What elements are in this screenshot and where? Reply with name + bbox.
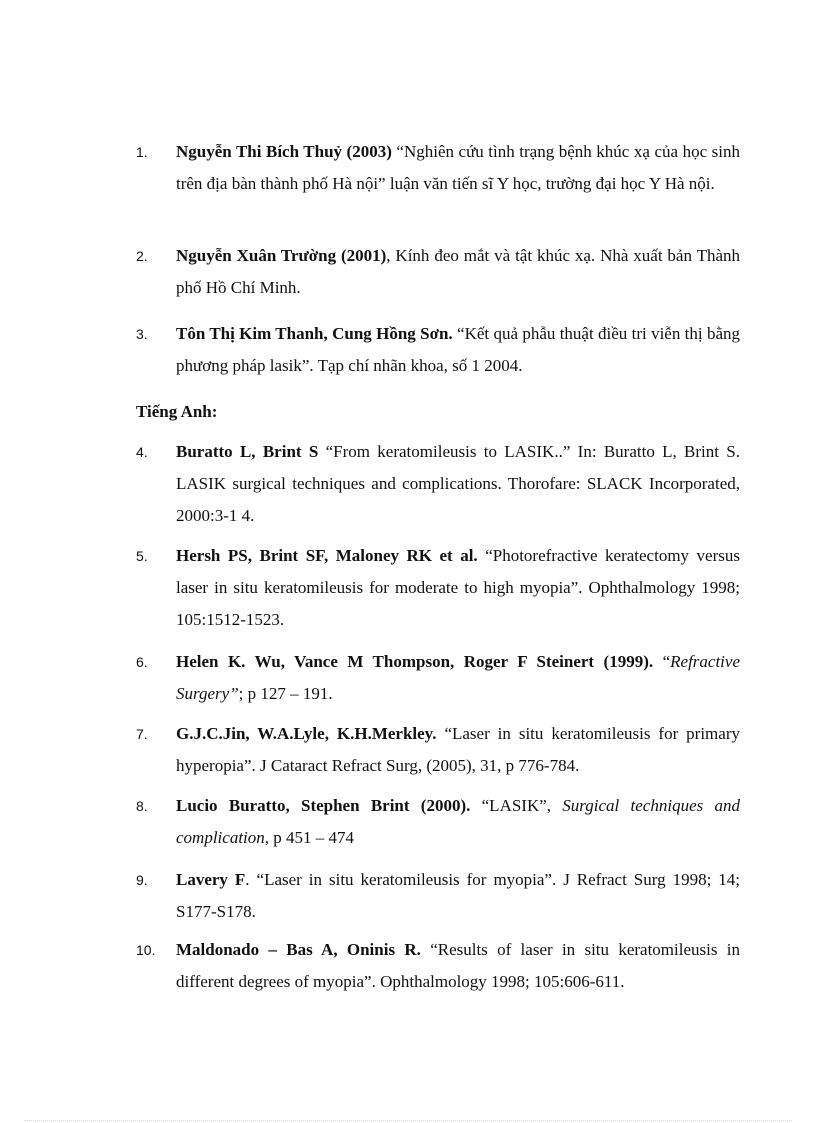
reference-item [136, 864, 740, 928]
reference-text: “Photorefractive keratectomy versus laser in situ keratomileusis for moderate to high myopia”. Ophthalmology 1998; 105:1512-1523. [176, 546, 740, 629]
reference-item [136, 790, 740, 854]
reference-text-tail: , p 451 – 474 [264, 828, 355, 847]
reference-text: . “Laser in situ keratomileusis for myopia”. J Refract Surg 1998; 14; S177-S178. [176, 870, 740, 921]
reference-item [136, 136, 740, 200]
reference-number: 5. [136, 548, 148, 564]
reference-item [136, 646, 740, 710]
reference-text: “ [653, 652, 671, 671]
reference-authors: Maldonado – Bas A, Oninis R. [176, 940, 421, 959]
reference-text: “From keratomileusis to LASIK..” In: Buratto L, Brint S. LASIK surgical techniques and complications. Thorofare: SLACK Incorporated, 2000:3-1 4. [176, 442, 741, 525]
page-bottom-divider [24, 1120, 792, 1121]
reference-number: 2. [136, 248, 148, 264]
reference-number: 3. [136, 326, 148, 342]
reference-authors: G.J.C.Jin, W.A.Lyle, K.H.Merkley. [176, 724, 437, 743]
reference-title-italic: Refractive Surgery” [176, 652, 740, 703]
reference-number: 10. [136, 942, 156, 958]
reference-authors: Helen K. Wu, Vance M Thompson, Roger F Steinert (1999). [176, 652, 654, 671]
reference-number: 4. [136, 444, 148, 460]
reference-item [136, 240, 740, 304]
reference-text: “LASIK”, [470, 796, 563, 815]
reference-item [136, 318, 740, 382]
reference-number: 9. [136, 872, 148, 888]
reference-authors: Lavery F [176, 870, 246, 889]
reference-text: “Results of laser in situ keratomileusis in different degrees of myopia”. Ophthalmology 1998; 105:606-611. [176, 940, 740, 991]
reference-authors: Hersh PS, Brint SF, Maloney RK et al. [176, 546, 478, 565]
reference-title-italic: Surgical techniques and complication [176, 796, 740, 847]
reference-item [136, 718, 740, 782]
reference-text: “Laser in situ keratomileusis for primary hyperopia”. J Cataract Refract Surg, (2005), 31, p 776-784. [176, 724, 740, 775]
reference-text: , Kính đeo mắt và tật khúc xạ. Nhà xuất bản Thành phố Hồ Chí Minh. [176, 246, 740, 297]
reference-number: 7. [136, 726, 148, 742]
reference-item [136, 540, 740, 636]
reference-authors: Buratto L, Brint S [176, 442, 319, 461]
reference-number: 1. [136, 144, 148, 160]
reference-authors: Tôn Thị Kim Thanh, Cung Hồng Sơn. [176, 324, 453, 343]
section-heading: Tiếng Anh: [136, 402, 218, 421]
reference-authors: Lucio Buratto, Stephen Brint (2000). [176, 796, 471, 815]
reference-number: 6. [136, 654, 148, 670]
reference-text: “Kết quả phẫu thuật điều tri viễn thị bằng phương pháp lasik”. Tạp chí nhãn khoa, số 1 2004. [176, 324, 740, 375]
reference-item [136, 436, 740, 532]
reference-authors: Nguyễn Xuân Trường (2001) [176, 246, 387, 265]
reference-authors: Nguyễn Thi Bích Thuỷ (2003) [176, 142, 392, 161]
reference-text-tail: ; p 127 – 191. [238, 684, 333, 703]
reference-text: “Nghiên cứu tình trạng bệnh khúc xạ của học sinh trên địa bàn thành phố Hà nội” luận văn tiến sĩ Y học, trường đại học Y Hà nội. [176, 142, 740, 193]
reference-number: 8. [136, 798, 148, 814]
reference-item [136, 934, 740, 998]
